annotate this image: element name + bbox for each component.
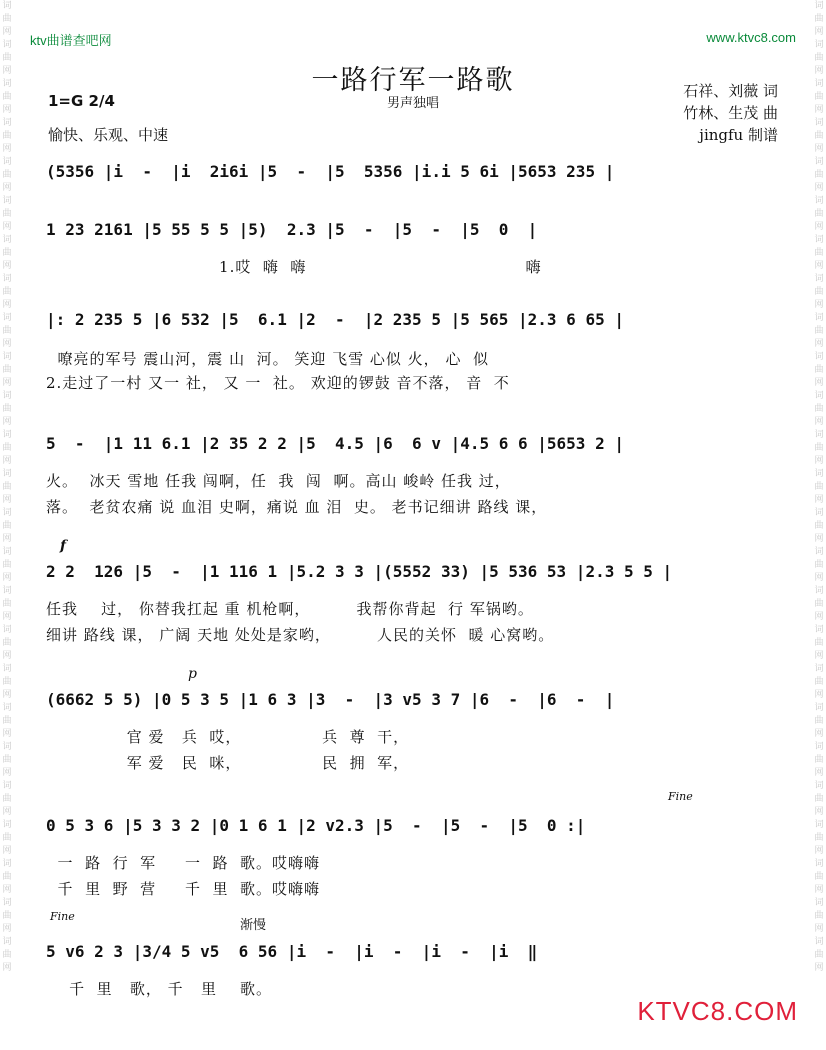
piano-mark: p — [188, 666, 197, 682]
lyric-line-8-1: 千 里 歌， 千 里 歌。 — [46, 980, 273, 998]
lyric-line-6-2: 军 爱 民 咪， 民 拥 军， — [46, 754, 410, 772]
tempo-marking: 愉快、乐观、中速 — [48, 126, 169, 144]
ritardando-mark: 渐慢 — [240, 918, 267, 933]
fine-mark: Fine — [668, 790, 693, 803]
key-signature: 1=G 2/4 — [48, 92, 115, 110]
composer-credit: 竹林、生茂 曲 — [683, 104, 778, 122]
lyric-line-2-1: 1.哎 嗨 嗨 嗨 — [46, 258, 542, 276]
arranger-credit: jingfu 制谱 — [699, 126, 778, 144]
notation-line-5: 2 2 126 |5 - |1 116 1 |5.2 3 3 |(5552 33) |5 536 53 |2.3 5 5 | — [46, 562, 673, 581]
notation-line-2: 1 23 2161 |5 55 5 5 |5) 2.3 |5 - |5 - |5 0 | — [46, 220, 538, 239]
notation-line-1: (5356 |i - |i 2i6i |5 - |5 5356 |i.i 5 6i |5653 235 | — [46, 162, 615, 181]
notation-line-3: |: 2 235 5 |6 532 |5 6.1 |2 - |2 235 5 |5 565 |2.3 6 65 | — [46, 310, 624, 329]
site-name-left: ktv曲谱查吧网 — [30, 33, 112, 48]
lyric-line-7-1: 一 路 行 军 一 路 歌。哎嗨嗨 — [46, 854, 321, 872]
lyric-line-3-2: 2.走过了一村 又一 社， 又 一 社。 欢迎的锣鼓 音不落， 音 不 — [46, 374, 510, 392]
lyric-line-5-1: 任我 过， 你替我扛起 重 机枪啊， 我帮你背起 行 军锅哟。 — [46, 600, 534, 618]
lyric-line-6-1: 官 爱 兵 哎， 兵 尊 干， — [46, 728, 410, 746]
site-url-right: www.ktvc8.com — [706, 30, 796, 45]
notation-line-6: (6662 5 5) |0 5 3 5 |1 6 3 |3 - |3 v5 3 7 |6 - |6 - | — [46, 690, 615, 709]
song-subtitle: 男声独唱 — [386, 96, 439, 111]
lyricist-credit: 石祥、刘薇 词 — [683, 82, 778, 100]
lyric-line-5-2: 细讲 路线 课， 广阔 天地 处处是家哟， 人民的关怀 暖 心窝哟。 — [46, 626, 555, 644]
lyric-line-4-2: 落。 老贫农痛 说 血泪 史啊，痛说 血 泪 史。 老书记细讲 路线 课， — [46, 498, 548, 516]
footer-logo: KTVC8.COM — [637, 996, 798, 1026]
song-title: 一路行军一路歌 — [311, 65, 515, 96]
lyric-line-3-1: 嘹亮的军号 震山河，震 山 河。 笑迎 飞雪 心似 火， 心 似 — [46, 350, 489, 368]
notation-line-7: 0 5 3 6 |5 3 3 2 |0 1 6 1 |2 v2.3 |5 - |5 - |5 0 :| — [46, 816, 586, 835]
lyric-line-4-1: 火。 冰天 雪地 任我 闯啊，任 我 闯 啊。高山 峻岭 任我 过， — [46, 472, 511, 490]
lyric-line-7-2: 千 里 野 营 千 里 歌。哎嗨嗨 — [46, 880, 321, 898]
fine-mark-2: Fine — [50, 910, 75, 923]
forte-mark: f — [60, 538, 67, 554]
notation-line-8: 5 v6 2 3 |3/4 5 v5 6 56 |i - |i - |i - |i ‖ — [46, 942, 538, 961]
notation-line-4: 5 - |1 11 6.1 |2 35 2 2 |5 4.5 |6 6 v |4.5 6 6 |5653 2 | — [46, 434, 624, 453]
side-watermark-left: 词曲网词曲网词曲网词曲网词曲网词曲网词曲网词曲网词曲网词曲网词曲网词曲网词曲网词曲网词曲网词曲网词曲网词曲网词曲网词曲网词曲网词曲网词曲网词曲网词曲网 — [2, 1, 12, 973]
side-watermark-right: 词曲网词曲网词曲网词曲网词曲网词曲网词曲网词曲网词曲网词曲网词曲网词曲网词曲网词曲网词曲网词曲网词曲网词曲网词曲网词曲网词曲网词曲网词曲网词曲网词曲网 — [814, 1, 824, 973]
